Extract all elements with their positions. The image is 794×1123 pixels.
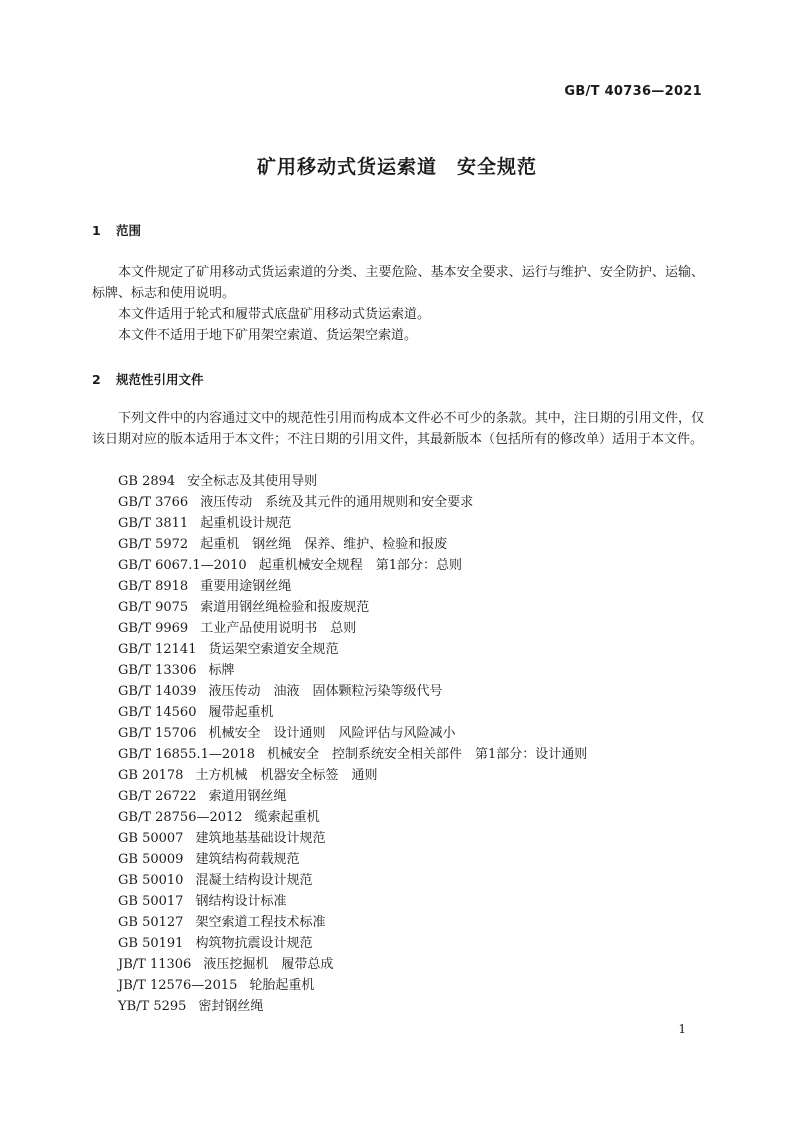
reference-item: [118, 828, 587, 849]
reference-title: 建筑结构荷载规范: [195, 852, 300, 867]
reference-title: 重要用途钢丝绳: [200, 579, 292, 594]
reference-code: JB/T 12576—2015: [118, 978, 238, 993]
reference-item: [118, 912, 587, 933]
reference-title: 轮胎起重机: [249, 978, 315, 993]
reference-code: YB/T 5295: [118, 999, 187, 1014]
reference-code: GB/T 13306: [118, 663, 197, 678]
reference-code: GB/T 16855.1—2018: [118, 747, 255, 762]
section-2-heading: [92, 370, 204, 388]
reference-item: [118, 576, 587, 597]
reference-title: 索道用钢丝绳: [208, 789, 287, 804]
reference-code: GB/T 9969: [118, 621, 189, 636]
reference-item: [118, 660, 587, 681]
reference-item: [118, 723, 587, 744]
reference-item: [118, 996, 587, 1017]
section-1-heading: [92, 221, 141, 239]
reference-code: GB/T 26722: [118, 789, 197, 804]
section-1-paragraph-exclusion: 本文件不适用于地下矿用架空索道、货运架空索道。: [118, 328, 418, 343]
reference-item: [118, 849, 587, 870]
reference-item: [118, 597, 587, 618]
reference-item: [118, 702, 587, 723]
reference-code: GB/T 12141: [118, 642, 197, 657]
reference-item: [118, 765, 587, 786]
reference-item: [118, 744, 587, 765]
reference-code: GB 20178: [118, 768, 184, 783]
reference-title: 索道用钢丝绳检验和报废规范: [200, 600, 370, 615]
reference-title: 钢结构设计标准: [195, 894, 287, 909]
reference-item: [118, 492, 587, 513]
normative-reference-list: [118, 471, 587, 1017]
section-2-intro: 下列文件中的内容通过文中的规范性引用而构成本文件必不可少的条款。其中，注日期的引用文件，仅该日期对应的版本适用于本文件；不注日期的引用文件，其最新版本（包括所有的修改单）适用于本文件。: [92, 411, 704, 447]
reference-code: GB/T 3766: [118, 495, 189, 510]
reference-code: GB 50009: [118, 852, 184, 867]
reference-title: 起重机设计规范: [200, 516, 292, 531]
reference-item: [118, 471, 587, 492]
section-1-title: 范围: [116, 223, 142, 238]
reference-code: GB/T 15706: [118, 726, 197, 741]
page-number: 1: [678, 1022, 686, 1036]
reference-item: [118, 618, 587, 639]
reference-code: GB/T 9075: [118, 600, 189, 615]
reference-code: GB/T 14039: [118, 684, 197, 699]
reference-title: 建筑地基基础设计规范: [195, 831, 326, 846]
reference-title: 起重机械安全规程 第1部分：总则: [258, 558, 462, 573]
reference-item: [118, 975, 587, 996]
reference-code: GB 50127: [118, 915, 184, 930]
reference-code: GB/T 3811: [118, 516, 189, 531]
reference-code: GB/T 28756—2012: [118, 810, 243, 825]
reference-title: 标牌: [208, 663, 235, 678]
reference-item: [118, 954, 587, 975]
reference-code: GB/T 14560: [118, 705, 197, 720]
reference-title: 工业产品使用说明书 总则: [200, 621, 357, 636]
reference-item: [118, 639, 587, 660]
reference-title: 液压挖掘机 履带总成: [203, 957, 334, 972]
reference-code: GB 2894: [118, 474, 176, 489]
reference-code: GB/T 8918: [118, 579, 189, 594]
reference-title: 构筑物抗震设计规范: [195, 936, 313, 951]
document-title: 矿用移动式货运索道 安全规范: [256, 156, 537, 178]
section-1-paragraph-applicability: 本文件适用于轮式和履带式底盘矿用移动式货运索道。: [118, 307, 431, 322]
reference-item: [118, 870, 587, 891]
section-2-number: 2: [92, 372, 101, 387]
reference-item: [118, 513, 587, 534]
reference-item: [118, 807, 587, 828]
reference-code: GB/T 5972: [118, 537, 189, 552]
reference-title: 液压传动 油液 固体颗粒污染等级代号: [208, 684, 443, 699]
reference-title: 土方机械 机器安全标签 通则: [195, 768, 378, 783]
reference-title: 安全标志及其使用导则: [187, 474, 318, 489]
reference-item: [118, 555, 587, 576]
reference-code: GB 50017: [118, 894, 184, 909]
reference-title: 混凝土结构设计规范: [195, 873, 313, 888]
section-1-paragraph-scope: 本文件规定了矿用移动式货运索道的分类、主要危险、基本安全要求、运行与维护、安全防护、运输、标牌、标志和使用说明。: [92, 265, 704, 301]
reference-title: 货运架空索道安全规范: [208, 642, 339, 657]
reference-item: [118, 891, 587, 912]
reference-title: 液压传动 系统及其元件的通用规则和安全要求: [200, 495, 474, 510]
reference-item: [118, 786, 587, 807]
reference-code: GB 50007: [118, 831, 184, 846]
standard-code: GB/T 40736—2021: [564, 84, 702, 99]
reference-title: 密封钢丝绳: [198, 999, 264, 1014]
reference-code: JB/T 11306: [118, 957, 192, 972]
reference-code: GB 50191: [118, 936, 184, 951]
section-2-title: 规范性引用文件: [116, 372, 204, 387]
reference-title: 机械安全 控制系统安全相关部件 第1部分：设计通则: [266, 747, 588, 762]
reference-item: [118, 681, 587, 702]
reference-item: [118, 933, 587, 954]
section-1-number: 1: [92, 223, 101, 238]
reference-title: 缆索起重机: [254, 810, 320, 825]
reference-title: 机械安全 设计通则 风险评估与风险减小: [208, 726, 456, 741]
reference-code: GB/T 6067.1—2010: [118, 558, 247, 573]
reference-title: 履带起重机: [208, 705, 274, 720]
reference-title: 架空索道工程技术标准: [195, 915, 326, 930]
reference-title: 起重机 钢丝绳 保养、维护、检验和报废: [200, 537, 448, 552]
reference-item: [118, 534, 587, 555]
reference-code: GB 50010: [118, 873, 184, 888]
